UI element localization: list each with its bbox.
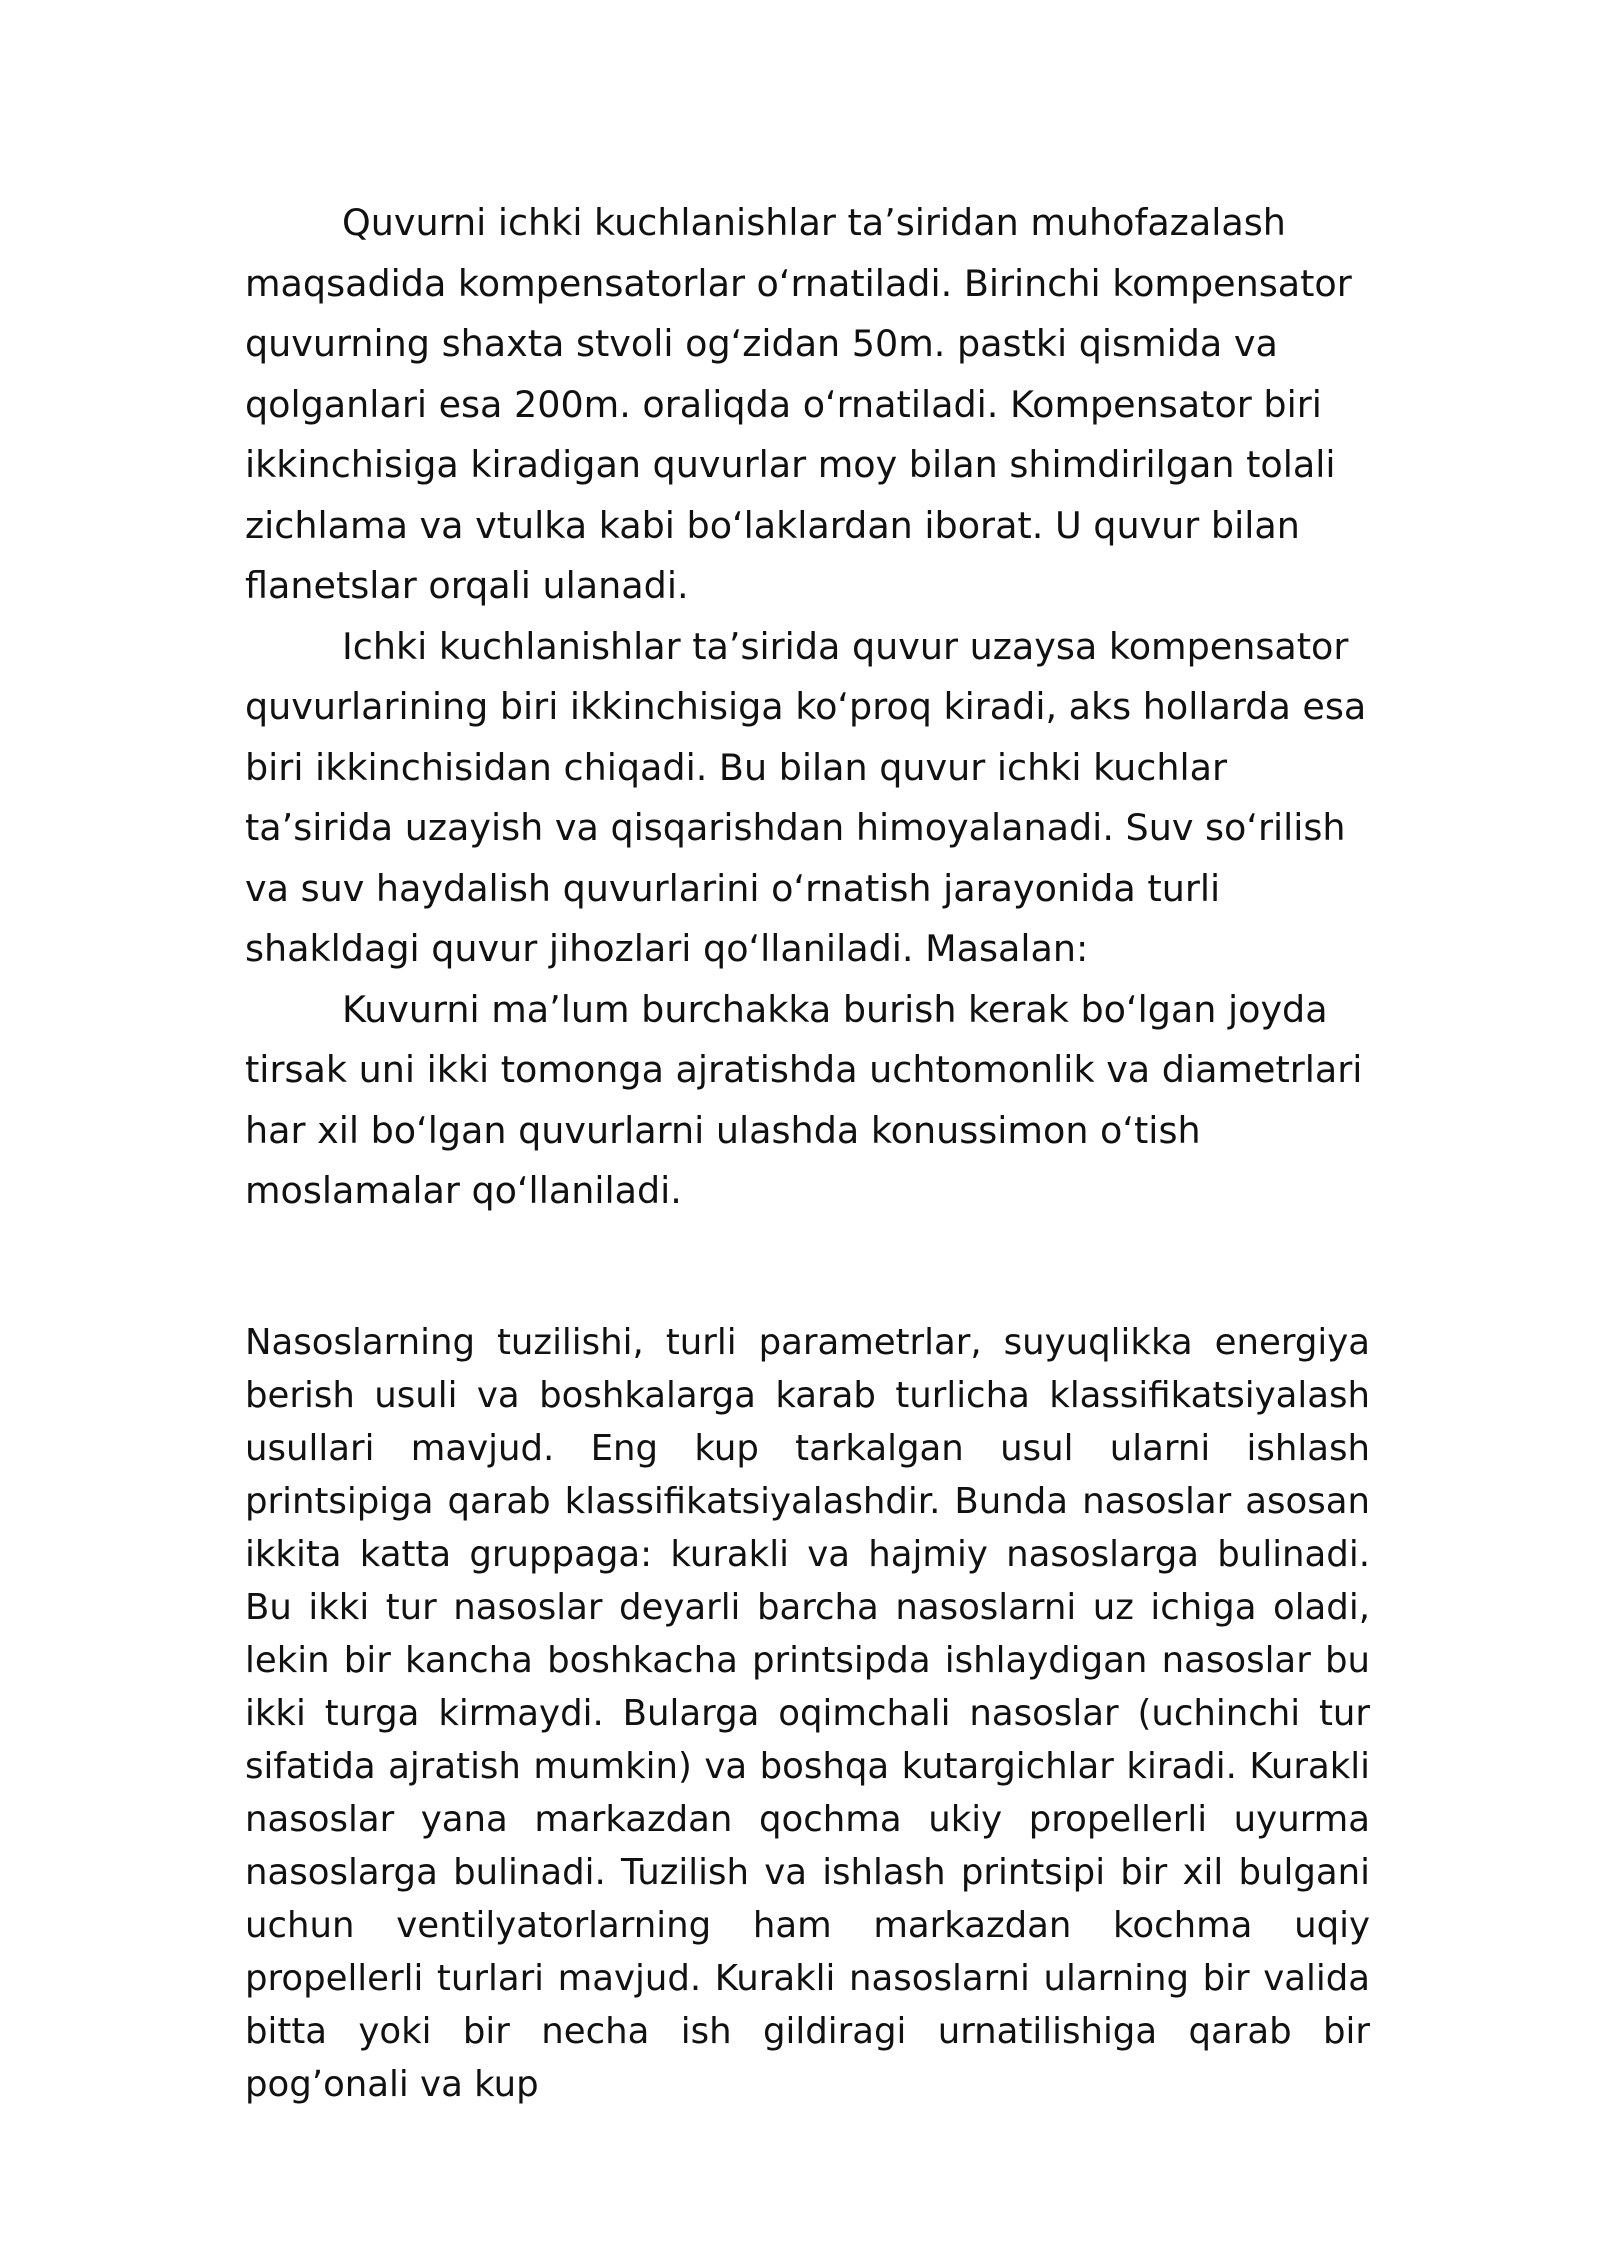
paragraph-pump-classification: Nasoslarning tuzilishi, turli parametrlar, suyuqlikka energiya berish usuli va boshkalarga karab turlicha klassifikatsiyalash usullari mavjud. Eng kup tarkalgan usul ularni ishlash printsipiga qarab klassifikatsiyalashdir. Bunda nasoslar asosan ikkita katta gruppaga: kurakli va hajmiy nasoslarga bulinadi. Bu ikki tur nasoslar deyarli barcha nasoslarni uz ichiga oladi, lekin bir kancha boshkacha printsipda ishlaydigan nasoslar bu ikki turga kirmaydi. Bularga oqimchali nasoslar (uchinchi tur sifatida ajratish mumkin) va boshqa kutargichlar kiradi. Kurakli nasoslar yana markazdan qochma ukiy propellerli uyurma nasoslarga bulinadi. Tuzilish va ishlash printsipi bir xil bulgani uchun ventilyatorlarning ham markazdan kochma uqiy propellerli turlari mavjud. Kurakli nasoslarni ularning bir valida bitta yoki bir necha ish gildiragi urnatilishiga qarab bir pog’onali va kup xyxy=(245,1322,1370,2105)
text-section-pump-classification xyxy=(245,1316,1370,2111)
paragraph-compensators: Quvurni ichki kuchlanishlar ta’siridan muhofazalash maqsadida kompensatorlar oʻrnatiladi. Birinchi kompensator quvurning shaxta stvoli ogʻzidan 50m. pastki qismida va qolganlari esa 200m. oraliqda oʻrnatiladi. Kompensator biri ikkinchisiga kiradigan quvurlar moy bilan shimdirilgan tolali zichlama va vtulka kabi boʻlaklardan iborat. U quvur bilan flanetslar orqali ulanadi. xyxy=(245,201,1352,607)
text-section-pipe-compensators xyxy=(245,193,1375,1222)
paragraph-pipe-fittings: Kuvurni ma’lum burchakka burish kerak boʻlgan joyda tirsak uni ikki tomonga ajratishda uchtomonlik va diametrlari har xil boʻlgan quvurlarni ulashda konussimon oʻtish moslamalar qoʻllaniladi. xyxy=(245,987,1363,1212)
paragraph-internal-stress: Ichki kuchlanishlar ta’sirida quvur uzaysa kompensator quvurlarining biri ikkinchisiga koʻproq kiradi, aks hollarda esa biri ikkinchisidan chiqadi. Bu bilan quvur ichki kuchlar ta’sirida uzayish va qisqarishdan himoyalanadi. Suv soʻrilish va suv haydalish quvurlarini oʻrnatish jarayonida turli shakldagi quvur jihozlari qoʻllaniladi. Masalan: xyxy=(245,624,1367,970)
